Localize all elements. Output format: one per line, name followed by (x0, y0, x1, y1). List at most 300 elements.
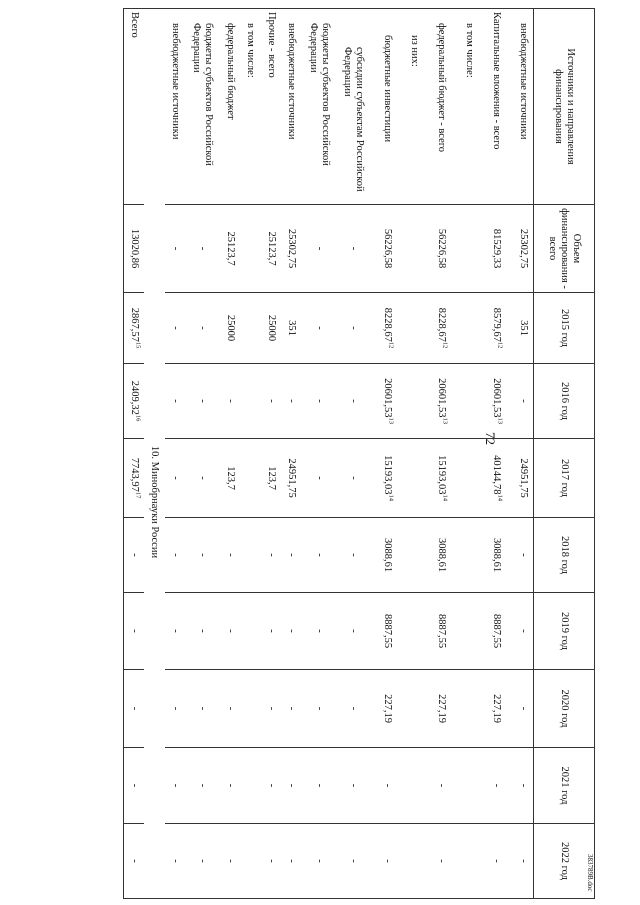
table-cell (479, 748, 513, 824)
table-cell (219, 748, 240, 824)
cell-value: 3088,61 (436, 537, 448, 573)
table-cell (240, 670, 261, 748)
table-row (513, 9, 534, 899)
table-cell (424, 205, 458, 293)
table-cell (336, 748, 370, 824)
table-cell (370, 748, 404, 824)
table-cell (240, 439, 261, 518)
header-2015: 2015 год (534, 293, 595, 364)
table-cell (240, 293, 261, 364)
cell-value: - (197, 326, 209, 330)
cell-value: - (347, 326, 359, 330)
table-row (424, 9, 458, 899)
table-cell (165, 293, 186, 364)
footnote-ref: 12 (496, 341, 504, 349)
cell-value: - (347, 246, 359, 251)
table-cell (336, 593, 370, 670)
table-cell (281, 824, 302, 899)
cell-value: 15193,03 (381, 455, 393, 495)
table-cell (479, 293, 513, 364)
table-cell (302, 518, 336, 593)
row-label (261, 9, 282, 205)
cell-value: - (170, 783, 182, 788)
table-cell (185, 518, 219, 593)
table-row (458, 9, 479, 899)
table-cell (404, 205, 425, 293)
cell-value: - (347, 859, 359, 863)
cell-value: 81529,33 (490, 228, 502, 269)
cell-value: - (170, 629, 182, 633)
cell-value: бюджеты субъектов Российской Федерации (307, 23, 331, 166)
table-cell (424, 364, 458, 439)
table-cell (185, 439, 219, 518)
table-cell (261, 205, 282, 293)
table-row (185, 9, 219, 899)
table-cell (458, 670, 479, 748)
cell-value: Капитальные вложения - всего (490, 12, 502, 150)
cell-value: - (517, 399, 529, 403)
cell-value: - (490, 783, 502, 788)
table-cell (261, 293, 282, 364)
table-cell (513, 439, 534, 518)
row-label (302, 9, 336, 205)
table-cell (513, 364, 534, 439)
table-cell (479, 593, 513, 670)
table-cell (165, 518, 186, 593)
cell-value: 40144,78 (490, 455, 502, 495)
cell-value: 227,19 (490, 694, 502, 723)
cell-value: 25302,75 (517, 228, 529, 269)
table-row (281, 9, 302, 899)
table-cell (513, 518, 534, 593)
cell-value: внебюджетные источники (170, 23, 182, 140)
cell-value: Прочие - всего (265, 12, 277, 78)
cell-value: - (381, 859, 393, 863)
row-label (165, 9, 186, 205)
cell-value: внебюджетные источники (286, 23, 298, 140)
cell-value: - (313, 629, 325, 633)
cell-value: - (224, 399, 236, 403)
table-cell (424, 670, 458, 748)
cell-value: 20601,53 (490, 378, 502, 418)
table-cell (219, 593, 240, 670)
table-body (124, 9, 534, 899)
table-cell (219, 439, 240, 518)
cell-value: - (170, 326, 182, 330)
table-cell (404, 593, 425, 670)
table-cell (165, 364, 186, 439)
row-label (424, 9, 458, 205)
cell-value: бюджетные инвестиции (381, 35, 393, 143)
cell-value: - (347, 706, 359, 711)
cell-value: - (129, 783, 141, 788)
total-row (124, 9, 145, 899)
financing-table (123, 8, 595, 899)
row-label (219, 9, 240, 205)
table-cell (185, 205, 219, 293)
table-cell (219, 205, 240, 293)
table-row (336, 9, 370, 899)
table-cell (302, 364, 336, 439)
footnote-ref: 14 (387, 494, 395, 501)
table-row (302, 9, 336, 899)
cell-value: 8579,67 (490, 307, 502, 342)
cell-value: - (265, 783, 277, 788)
table-cell (240, 364, 261, 439)
cell-value: - (170, 706, 182, 711)
cell-value: 8228,67 (381, 307, 393, 342)
cell-value: - (517, 859, 529, 863)
table-cell (165, 593, 186, 670)
header-2018: 2018 год (534, 518, 595, 593)
table-cell (261, 748, 282, 824)
cell-value: - (313, 553, 325, 557)
cell-value: - (347, 399, 359, 403)
table-cell (219, 364, 240, 439)
cell-value: из них: (409, 35, 421, 67)
cell-value: 24951,75 (517, 458, 529, 498)
cell-value: - (286, 399, 298, 403)
row-label (336, 9, 370, 205)
table-cell (424, 293, 458, 364)
page-number: 72 (483, 432, 498, 445)
table-cell (513, 205, 534, 293)
table-cell (281, 593, 302, 670)
footnote-ref: 15 (134, 341, 142, 349)
table-cell (240, 824, 261, 899)
cell-value: - (197, 553, 209, 557)
table-cell (124, 593, 145, 670)
cell-value: в том числе: (245, 23, 257, 78)
table-cell (479, 824, 513, 899)
table-cell (261, 670, 282, 748)
table-cell (124, 824, 145, 899)
row-label (458, 9, 479, 205)
cell-value: - (313, 783, 325, 788)
table-cell (219, 824, 240, 899)
cell-value: - (197, 706, 209, 711)
cell-value: - (286, 706, 298, 711)
cell-value: - (436, 783, 448, 788)
table-cell (302, 205, 336, 293)
table-cell (185, 593, 219, 670)
table-cell (281, 293, 302, 364)
cell-value: - (313, 706, 325, 711)
table-cell (458, 293, 479, 364)
table-row (261, 9, 282, 899)
table-cell (479, 205, 513, 293)
table-cell (513, 293, 534, 364)
row-label (124, 9, 145, 205)
table-cell (219, 670, 240, 748)
table-cell (404, 364, 425, 439)
header-sources: Источники и направления финансирования (534, 9, 595, 205)
table-cell (336, 364, 370, 439)
table-cell (513, 670, 534, 748)
table-cell (281, 518, 302, 593)
table-cell (185, 293, 219, 364)
cell-value: субсидии субъектам Российской Федерации (341, 47, 365, 192)
table-cell (281, 205, 302, 293)
table-cell (336, 205, 370, 293)
cell-value: - (224, 783, 236, 788)
cell-value: 2867,57 (129, 307, 141, 342)
table-cell (404, 748, 425, 824)
table-cell (124, 364, 145, 439)
cell-value: 227,19 (381, 694, 393, 723)
table-cell (336, 518, 370, 593)
table-cell (219, 293, 240, 364)
cell-value: 20601,53 (436, 378, 448, 418)
cell-value: 25123,7 (224, 231, 236, 266)
cell-value: 25302,75 (286, 228, 298, 269)
footnote-ref: 12 (387, 341, 395, 349)
header-2019: 2019 год (534, 593, 595, 670)
table-cell (302, 670, 336, 748)
cell-value: - (517, 553, 529, 557)
table-cell (513, 593, 534, 670)
footnote-ref: 14 (441, 494, 449, 501)
cell-value: 56226,58 (436, 228, 448, 269)
header-row (534, 9, 595, 899)
table-cell (370, 670, 404, 748)
table-cell (281, 439, 302, 518)
cell-value: - (170, 553, 182, 557)
row-label (185, 9, 219, 205)
table-cell (302, 439, 336, 518)
cell-value: - (265, 553, 277, 557)
table-cell (165, 439, 186, 518)
table-cell (261, 593, 282, 670)
table-cell (370, 518, 404, 593)
section-banner: 10. Минобрнауки России (144, 9, 165, 899)
table-cell (185, 670, 219, 748)
table-cell (424, 439, 458, 518)
section-banner-row (144, 9, 165, 899)
cell-value: федеральный бюджет (224, 23, 236, 120)
cell-value: - (129, 706, 141, 711)
cell-value: 8887,55 (490, 613, 502, 649)
table-cell (336, 670, 370, 748)
table-cell (124, 670, 145, 748)
table-cell (261, 824, 282, 899)
table-cell (281, 748, 302, 824)
table-cell (185, 824, 219, 899)
cell-value: 8887,55 (381, 613, 393, 649)
cell-value: - (129, 629, 141, 633)
table-cell (458, 364, 479, 439)
footnote-ref: 13 (387, 417, 395, 424)
rotated-page (65, 8, 595, 898)
table-cell (240, 748, 261, 824)
table-cell (124, 205, 145, 293)
table-row (219, 9, 240, 899)
table-cell (424, 824, 458, 899)
cell-value: 227,19 (436, 694, 448, 723)
cell-value: 2409,32 (129, 380, 141, 415)
cell-value: 56226,58 (381, 228, 393, 269)
table-cell (124, 748, 145, 824)
footnote-ref: 13 (496, 417, 504, 424)
table-cell (124, 439, 145, 518)
cell-value: - (286, 553, 298, 557)
table-cell (458, 205, 479, 293)
footnote-ref: 13 (441, 417, 449, 424)
cell-value: - (347, 553, 359, 557)
cell-value: - (129, 553, 141, 557)
cell-value: бюджеты субъектов Российской Федерации (191, 23, 215, 166)
cell-value: - (381, 783, 393, 788)
header-2017: 2017 год (534, 439, 595, 518)
cell-value: 351 (286, 320, 298, 336)
cell-value: - (197, 859, 209, 863)
cell-value: - (286, 859, 298, 863)
cell-value: - (517, 783, 529, 788)
table-cell (261, 439, 282, 518)
cell-value: - (313, 326, 325, 330)
table-cell (513, 748, 534, 824)
table-cell (404, 824, 425, 899)
cell-value: - (197, 629, 209, 633)
cell-value: внебюджетные источники (517, 23, 529, 140)
cell-value: 7743,97 (129, 457, 141, 492)
row-label (513, 9, 534, 205)
cell-value: 3088,61 (381, 537, 393, 573)
cell-value: в том числе: (463, 23, 475, 78)
table-cell (424, 593, 458, 670)
cell-value: 20601,53 (381, 378, 393, 418)
cell-value: 8887,55 (436, 613, 448, 649)
cell-value: 8228,67 (436, 307, 448, 342)
cell-value: - (265, 399, 277, 403)
cell-value: - (265, 629, 277, 633)
table-cell (165, 205, 186, 293)
row-label (404, 9, 425, 205)
table-cell (404, 518, 425, 593)
table-row (479, 9, 513, 899)
table-row (240, 9, 261, 899)
cell-value: - (313, 246, 325, 251)
table-cell (370, 205, 404, 293)
cell-value: - (286, 783, 298, 788)
table-cell (404, 670, 425, 748)
cell-value: - (170, 399, 182, 403)
cell-value: 351 (517, 320, 529, 336)
cell-value: - (224, 859, 236, 863)
table-cell (479, 518, 513, 593)
table-cell (219, 518, 240, 593)
cell-value: - (313, 859, 325, 863)
table-cell (165, 748, 186, 824)
table-cell (424, 748, 458, 824)
table-cell (479, 670, 513, 748)
cell-value: 25123,7 (265, 231, 277, 266)
table-cell (302, 593, 336, 670)
header-2022: 2022 год (534, 824, 595, 899)
table-cell (124, 518, 145, 593)
cell-value: 24951,75 (286, 458, 298, 498)
cell-value: 25000 (224, 314, 236, 342)
table-cell (458, 593, 479, 670)
table-cell (185, 748, 219, 824)
cell-value: Всего (129, 12, 141, 38)
table-cell (165, 670, 186, 748)
cell-value: - (490, 859, 502, 863)
table-cell (479, 439, 513, 518)
cell-value: - (347, 629, 359, 633)
footnote-ref: 17 (134, 491, 142, 499)
cell-value: - (313, 399, 325, 403)
header-2016: 2016 год (534, 364, 595, 439)
table-cell (404, 439, 425, 518)
footnote-ref: 16 (134, 414, 142, 422)
cell-value: - (197, 246, 209, 251)
cell-value: - (224, 553, 236, 557)
table-cell (513, 824, 534, 899)
table-cell (281, 670, 302, 748)
table-cell (336, 824, 370, 899)
row-label (240, 9, 261, 205)
cell-value: - (347, 783, 359, 788)
table-cell (261, 364, 282, 439)
table-cell (458, 518, 479, 593)
table-cell (240, 205, 261, 293)
cell-value: - (197, 783, 209, 788)
table-cell (302, 293, 336, 364)
cell-value: - (436, 859, 448, 863)
cell-value: федеральный бюджет - всего (436, 23, 448, 153)
cell-value: - (347, 476, 359, 480)
table-cell (370, 364, 404, 439)
cell-value: - (170, 476, 182, 480)
cell-value: 15193,03 (436, 455, 448, 495)
cell-value: - (224, 629, 236, 633)
table-cell (124, 293, 145, 364)
cell-value: 123,7 (224, 466, 236, 490)
table-cell (458, 748, 479, 824)
table-cell (370, 593, 404, 670)
table-cell (404, 293, 425, 364)
table-cell (370, 439, 404, 518)
cell-value: 25000 (265, 314, 277, 342)
table-cell (302, 748, 336, 824)
cell-value: - (197, 476, 209, 480)
table-cell (424, 518, 458, 593)
table-cell (261, 518, 282, 593)
cell-value: - (129, 859, 141, 863)
table-row (404, 9, 425, 899)
cell-value: - (265, 859, 277, 863)
cell-value: - (517, 706, 529, 711)
table-cell (336, 439, 370, 518)
table-cell (185, 364, 219, 439)
cell-value: - (265, 706, 277, 711)
cell-value: - (517, 629, 529, 633)
table-cell (370, 824, 404, 899)
table-row (370, 9, 404, 899)
cell-value: - (313, 476, 325, 480)
cell-value: 13020,86 (129, 228, 141, 269)
table-cell (336, 293, 370, 364)
table-cell (479, 364, 513, 439)
header-2021: 2021 год (534, 748, 595, 824)
cell-value: - (170, 859, 182, 863)
cell-value: - (224, 706, 236, 711)
cell-value: - (197, 399, 209, 403)
footnote-ref: 14 (496, 494, 504, 501)
cell-value: 3088,61 (490, 537, 502, 573)
header-total: Объем финансирования - всего (534, 205, 595, 293)
